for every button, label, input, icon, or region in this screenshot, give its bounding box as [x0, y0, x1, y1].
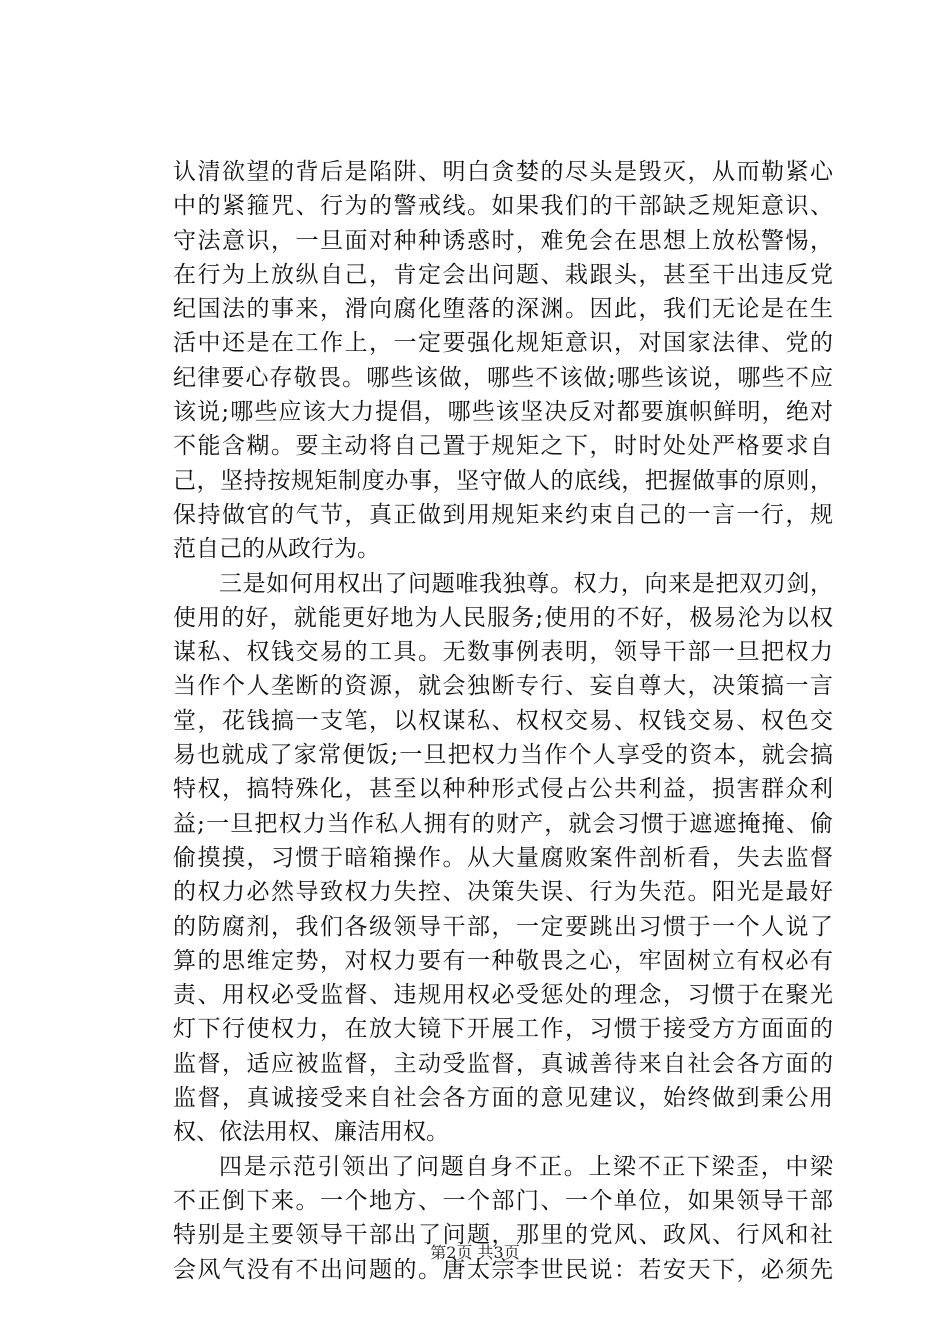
text-line: 中的紧箍咒、行为的警戒线。如果我们的干部缺乏规矩意识、 [173, 193, 833, 220]
text-line: 在行为上放纵自己，肯定会出问题、栽跟头，甚至干出违反党 [173, 261, 833, 288]
text-line: 纪律要心存敬畏。哪些该做，哪些不该做;哪些该说，哪些不应 [173, 364, 833, 391]
paragraph-first-line: 三是如何用权出了问题唯我独尊。权力，向来是把双刃剑， [219, 570, 833, 597]
text-line: 特权，搞特殊化，甚至以种种形式侵占公共利益，损害群众利 [173, 776, 833, 803]
text-line: 易也就成了家常便饭;一旦把权力当作个人享受的资本，就会搞 [173, 742, 833, 769]
text-line: 堂，花钱搞一支笔，以权谋私、权权交易、权钱交易、权色交 [173, 707, 833, 734]
text-line: 监督，适应被监督，主动受监督，真诚善待来自社会各方面的 [173, 1050, 833, 1077]
text-line: 该说;哪些应该大力提倡，哪些该坚决反对都要旗帜鲜明，绝对 [173, 399, 833, 426]
text-line: 谋私、权钱交易的工具。无数事例表明，领导干部一旦把权力 [173, 639, 833, 666]
paragraph-first-line: 四是示范引领出了问题自身不正。上梁不正下梁歪，中梁 [219, 1153, 833, 1180]
text-line: 益;一旦把权力当作私人拥有的财产，就会习惯于遮遮掩掩、偷 [173, 810, 833, 837]
page-footer [0, 1243, 950, 1263]
text-line: 不能含糊。要主动将自己置于规矩之下，时时处处严格要求自 [173, 433, 833, 460]
text-line: 纪国法的事来，滑向腐化堕落的深渊。因此，我们无论是在生 [173, 296, 833, 323]
text-line: 不正倒下来。一个地方、一个部门、一个单位，如果领导干部 [173, 1187, 833, 1214]
text-line: 的权力必然导致权力失控、决策失误、行为失范。阳光是最好 [173, 879, 833, 906]
text-line: 责、用权必受监督、违规用权必受惩处的理念，习惯于在聚光 [173, 982, 833, 1009]
text-line: 特别是主要领导干部出了问题，那里的党风、政风、行风和社 [173, 1222, 833, 1249]
text-line: 算的思维定势，对权力要有一种敬畏之心，牢固树立有权必有 [173, 947, 833, 974]
text-line: 范自己的从政行为。 [173, 536, 380, 563]
text-line: 活中还是在工作上，一定要强化规矩意识，对国家法律、党的 [173, 330, 833, 357]
text-line: 保持做官的气节，真正做到用规矩来约束自己的一言一行，规 [173, 501, 833, 528]
text-line: 偷摸摸，习惯于暗箱操作。从大量腐败案件剖析看，失去监督 [173, 844, 833, 871]
text-line: 会风气没有不出问题的。唐太宗李世民说：若安天下，必须先 [173, 1256, 833, 1283]
text-line: 监督，真诚接受来自社会各方面的意见建议，始终做到秉公用 [173, 1085, 833, 1112]
text-line: 守法意识，一旦面对种种诱惑时，难免会在思想上放松警惕， [173, 227, 833, 254]
body-text [173, 155, 833, 1287]
text-line: 权、依法用权、廉洁用权。 [173, 1119, 449, 1146]
text-line: 认清欲望的背后是陷阱、明白贪婪的尽头是毁灭，从而勒紧心 [173, 159, 833, 185]
page-number-label: 第2页 共3页 [430, 1243, 520, 1262]
text-line: 当作个人垄断的资源，就会独断专行、妄自尊大，决策搞一言 [173, 673, 833, 700]
text-line: 己，坚持按规矩制度办事，坚守做人的底线，把握做事的原则， [173, 467, 833, 494]
text-line: 使用的好，就能更好地为人民服务;使用的不好，极易沦为以权 [173, 604, 833, 631]
text-line: 的防腐剂，我们各级领导干部，一定要跳出习惯于一个人说了 [173, 913, 833, 940]
text-line: 灯下行使权力，在放大镜下开展工作，习惯于接受方方面面的 [173, 1016, 833, 1043]
